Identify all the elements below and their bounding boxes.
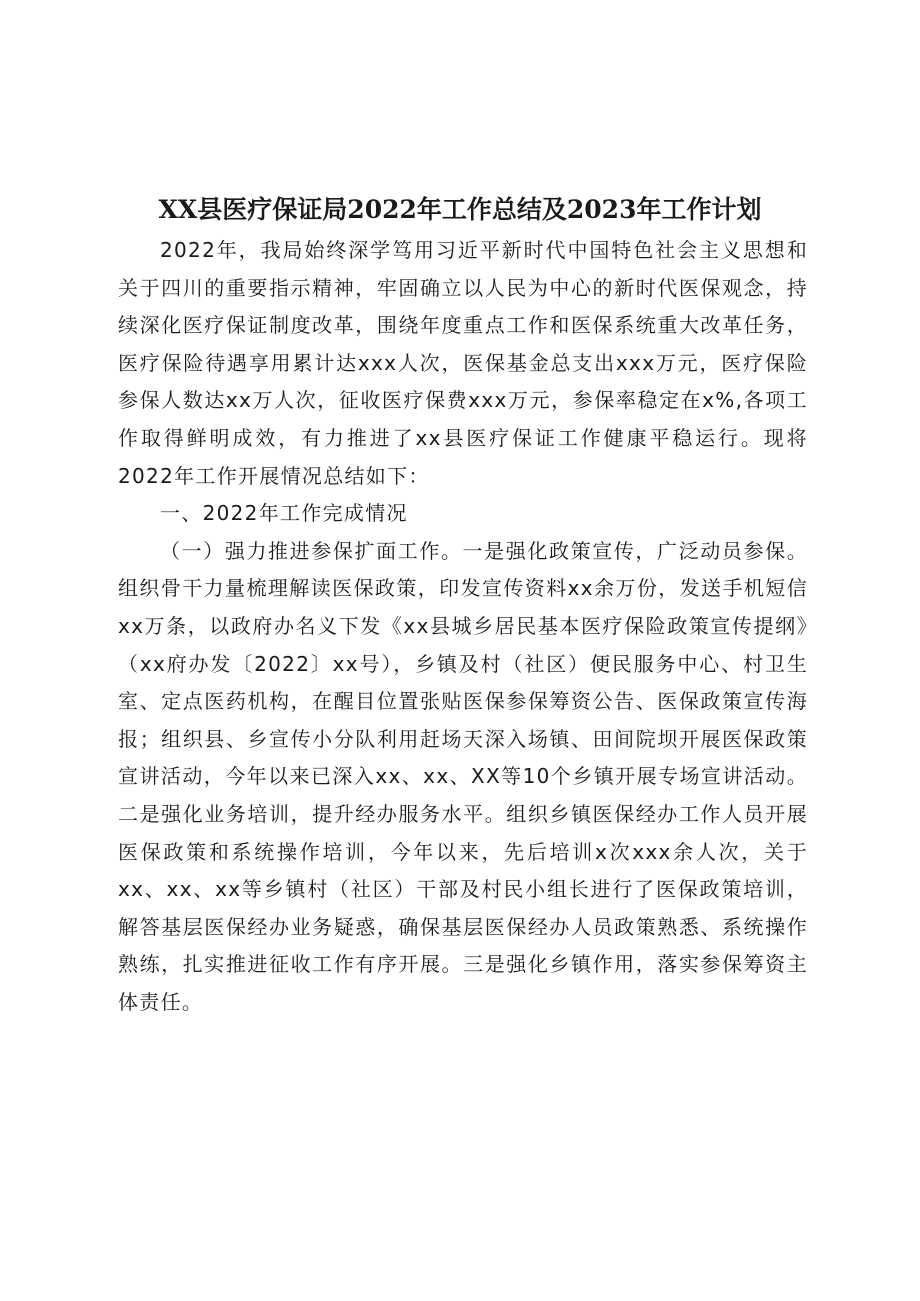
- subsection-paragraph: （一）强力推进参保扩面工作。一是强化政策宣传，广泛动员参保。组织骨干力量梳理解读医保政策，印发宣传资料xx余万份，发送手机短信xx万条，以政府办名义下发《xx县城乡居民基本医疗保险政策宣传提纲》（xx府办发〔2022〕xx号），乡镇及村（社区）便民服务中心、村卫生室、定点医药机构，在醒目位置张贴医保参保筹资公告、医保政策宣传海报；组织县、乡宣传小分队利用赶场天深入场镇、田间院坝开展医保政策宣讲活动，今年以来已深入xx、xx、XX等10个乡镇开展专场宣讲活动。二是强化业务培训，提升经办服务水平。组织乡镇医保经办工作人员开展医保政策和系统操作培训，今年以来，先后培训x次xxx余人次，关于xx、xx、xx等乡镇村（社区）干部及村民小组长进行了医保政策培训，解答基层医保经办业务疑惑，确保基层医保经办人员政策熟悉、系统操作熟练，扎实推进征收工作有序开展。三是强化乡镇作用，落实参保筹资主体责任。: [118, 538, 808, 1014]
- document-title: XX县医疗保证局2022年工作总结及2023年工作计划: [158, 195, 762, 224]
- section-heading: 一、2022年工作完成情况: [160, 501, 408, 526]
- document-body: [118, 232, 808, 1021]
- intro-paragraph: 2022年，我局始终深学笃用习近平新时代中国特色社会主义思想和关于四川的重要指示精神，牢固确立以人民为中心的新时代医保观念，持续深化医疗保证制度改革，围绕年度重点工作和医保系统重大改革任务，医疗保险待遇享用累计达xxx人次，医保基金总支出xxx万元，医疗保险参保人数达xx万人次，征收医疗保费xxx万元，参保率稳定在x%,各项工作取得鲜明成效，有力推进了xx县医疗保证工作健康平稳运行。现将2022年工作开展情况总结如下：: [118, 238, 808, 488]
